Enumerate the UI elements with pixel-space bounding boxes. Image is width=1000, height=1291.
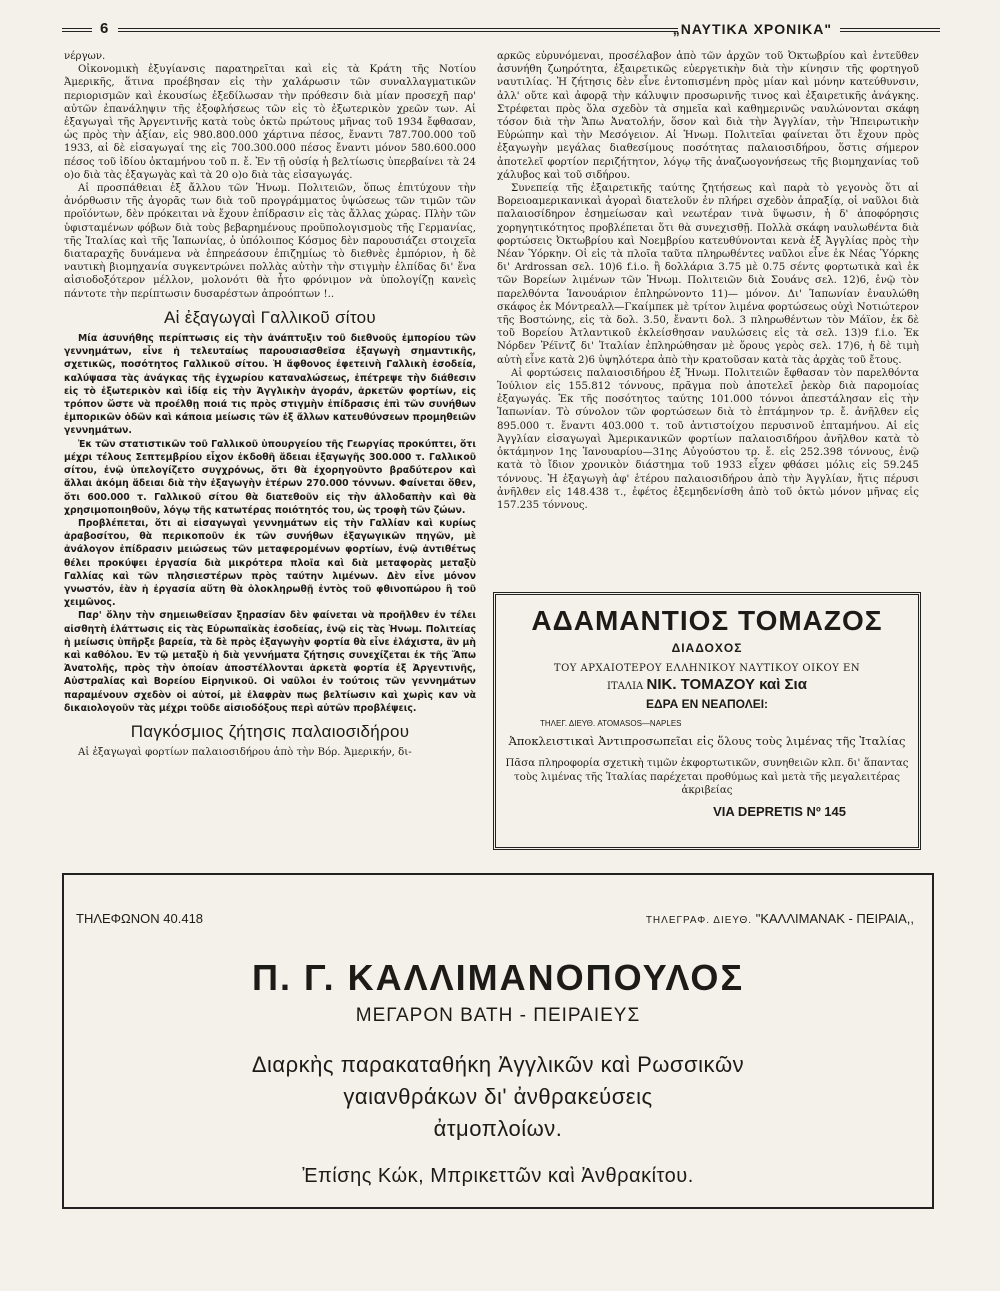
ad-telegraph: ΤΗΛΕΓ. ΔΙΕΥΘ. ATOMASOS—NAPLES xyxy=(540,719,682,728)
scrap-iron-paragraph: Αἱ ἐξαγωγαὶ φορτίων παλαιοσιδήρου ἀπὸ τὴν Βόρ. Ἀμερικήν, δι- xyxy=(78,747,412,759)
header-rule-middle xyxy=(118,28,678,32)
ad-seat: ΕΔΡΑ ΕΝ ΝΕΑΠΟΛΕΙ: xyxy=(645,697,769,711)
ad-merchant-name: Π. Γ. ΚΑΛΛΙΜΑΝΟΠΟΥΛΟΣ xyxy=(251,957,745,998)
ad-offer-line: γαιανθράκων δι' ἀνθρακεύσεις xyxy=(343,1084,653,1109)
section-title-french-wheat: Αἱ ἐξαγωγαὶ Γαλλικοῦ σίτου xyxy=(163,307,377,327)
ad-offer-line: ἀτμοπλοίων. xyxy=(433,1116,563,1141)
article-paragraph: Παρ' ὅλην τὴν σημειωθεῖσαν ξηρασίαν δὲν φαίνεται νὰ προῆλθεν ἐν τέλει αἰσθητὴ ἐλάττωσις εἰς τὰς Εὐρωπαϊκὰς ἐσοδείας, ἐνῷ εἰς τὰς Ἡνωμ. Πολιτείας ἡ μείωσις ὑπῆρξε βαρεία, τὰ δὲ πρὸς ἐξαγωγὴν φορτία θὰ εἶνε ἐλάχιστα, ἂν μὴ καὶ καθόλου. Ἐν τῷ μεταξὺ ἡ διὰ γεννήματα ζήτησις συνεχίζεται ἐκ τῆς Ἄπω Ἀνατολῆς, πρὸς τὴν ὁποίαν ἀποστέλλονται ἀρκετὰ φορτία ἐξ Ἀργεντινῆς, Αὐστραλίας καὶ Βορείου Εἰρηνικοῦ. Οἱ ναῦλοι ἐν τούτοις τῶν γεννημάτων παραμένουν σχεδὸν οἱ αὐτοί, μὲ ἐλαφρὰν πως βελτίωσιν καὶ χωρὶς καν νὰ δικαιολογοῦν τὰς μέχρι τοῦδε αἰσιοδόξους περὶ αὐτῶν προβλέψεις. xyxy=(64,610,476,714)
article-paragraph: Αἱ φορτώσεις παλαιοσιδήρου ἐξ Ἡνωμ. Πολιτειῶν ἔφθασαν τὸν παρελθόντα Ἰούλιον εἰς 155.812 τόννους, πρᾶγμα ποὺ ἀποτελεῖ ῥεκὸρ διὰ παρομοίας ἐξαγωγάς. Ἐκ τῆς ποσότητος ταύτης 101.000 τόννοι ἀπεστάλησαν εἰς τὴν Ἰαπωνίαν. Τὸ σύνολον τῶν φορτώσεων διὰ τὸ ἑπτάμηνον τρ. ἔ. ἀνῆλθεν εἰς 895.000 τ. ἔναντι 403.000 τ. τοῦ ἀντιστοίχου περυσινοῦ ἑπταμήνου. Αἱ εἰς Ἀγγλίαν εἰσαγωγαὶ Ἀμερικανικῶν φορτίων παλαιοσιδήρου ἀνῆλθον κατὰ τὸ ὀκτάμηνον 1ης Ἰανουαρίου—31ης Αὐγούστου τρ. ἔ. εἰς 252.398 τόννους, ἐνῷ κατὰ τὸ ἴδιον χρονικὸν διάστημα τοῦ 1933 εἶχεν φθάσει μόλις εἰς 59.245 τόννους. Ἡ ἐξαγωγὴ ἀφ' ἑτέρου παλαιοσιδήρου ἀπὸ τὴν Ἀγγλίαν, ἥτις πέρυσι ἀνῆλθεν εἰς 148.438 τ., ἐφέτος ἐξεμηδενίσθη ἀπὸ τοῦ ὀκτὼ μόνον μῆνας εἰς 157.235 τόννους. xyxy=(497,367,919,511)
ad-tagline-1: ΤΟΥ ΑΡΧΑΙΟΤΕΡΟΥ ΕΛΛΗΝΙΚΟΥ ΝΑΥΤΙΚΟΥ ΟΙΚΟΥ ΕΝ xyxy=(553,663,861,674)
ad-building: ΜΕΓΑΡΟΝ ΒΑΤΗ - ΠΕΙΡΑΙΕΥΣ xyxy=(355,1005,641,1026)
ad-offer-line: Διαρκὴς παρακαταθήκη Ἀγγλικῶν καὶ Ρωσσικῶν xyxy=(251,1052,745,1077)
ad-address: VIA DEPRETIS Nº 145 xyxy=(713,803,846,819)
ad-country: ΙΤΑΛΙΑ xyxy=(607,681,644,692)
ad-founder-name: ΝΙΚ. ΤΟΜΑΖΟΥ καὶ Σια xyxy=(646,676,807,693)
ad-tagline-2 xyxy=(496,676,918,693)
ad-main-offer xyxy=(64,1049,932,1145)
header-rule-right xyxy=(840,28,940,32)
ad-info-text: Πᾶσα πληροφορία σχετικὴ τιμῶν ἐκφορτωτικῶν, συνηθειῶν κλπ. δι' ἅπαντας τοὺς λιμένας τῆς Ἰταλίας παρέχεται προθύμως καὶ μετὰ τῆς μεγαλειτέρας ἀκριβείας xyxy=(505,758,909,796)
page-number: 6 xyxy=(100,20,109,37)
article-paragraph: αρκῶς εὑρυνόμεναι, προσέλαβον ἀπὸ τῶν ἀρχῶν τοῦ Ὀκτωβρίου καὶ ἐντεῦθεν ἀσυνήθη ζωηρότητα, ἐξαιρετικῶς εὐεργετικὴν διὰ τὴν κίνησιν τῆς φορτηγοῦ ναυτιλίας. Ἡ ζήτησις δὲν εἶνε ἐντοπισμένη πρὸς μίαν καὶ μόνην κατεύθυνσιν, ἀλλ' οὔτε καὶ ἀφορᾷ τὴν κάλυψιν προσωρινῆς τινος καὶ ἐξαιρετικῆς ἀνάγκης. Στρέφεται πρὸς ὅλα σχεδὸν τὰ σημεῖα καὶ καθημερινῶς ναυλώνονται σκάφη τόσον διὰ τὴν Ἄπω Ἀνατολήν, ὅσον καὶ διὰ τὴν Ἀγγλίαν, τὴν Ἠπειρωτικὴν Εὐρώπην καὶ τὴν Μεσόγειον. Αἱ Ἡνωμ. Πολιτεῖαι φαίνεται ὅτι ἔχουν πρὸς ἐξαγωγὴν μεγάλας διαθεσίμους ποσότητας παλαιοσιδήρου, ὅστις σήμερον ἀποτελεῖ φορτίον περιζήτητον, λόγῳ τῆς ἀναζωογονήσεως τῆς βιομηχανίας τοῦ χάλυβος καὶ τοῦ σιδήρου. xyxy=(497,51,919,181)
article-paragraph: Συνεπείᾳ τῆς ἐξαιρετικῆς ταύτης ζητήσεως καὶ παρὰ τὸ γεγονὸς ὅτι αἱ Βορειοαμερικανικαὶ ἀγοραὶ διατελοῦν ἐν πλήρει σχεδὸν ἀπραξίᾳ, οἱ ναῦλοι διὰ παλαιοσίδηρον ἐσημείωσαν καὶ νεωτέραν τινὰ ὕψωσιν, ἡ δ' ἀποφόρησις χορηγητικότητος προβλέπεται ὅτι θὰ συνεχισθῇ. Πολλὰ σκάφη ναυλωθέντα διὰ φορτώσεις Ὀκτωβρίου καὶ Νοεμβρίου κατευθύνονται κενὰ ἐξ Ἀγγλίας πρὸς τὴν Νέαν Ὑόρκην. Οἱ εἰς τὰ πλοῖα ταῦτα πληρωθέντες ναῦλοι εἶνε ἐκ Νέας Ὑόρκης δι' Ardrossan σελ. 10)6 f.i.o. ἢ δολλάρια 3.75 μὲ 0.75 σέντς φορτωτικὰ καὶ ἐκ τῶν Βορείων λιμένων τῶν Ἡνωμ. Πολιτειῶν διὰ Σουάνς σελ. 12)6, ἐνῷ τὸν παρελθόντα Ἰανουάριον ἐπληρώνοντο 11)— μόνον. Δι' Ἰαπωνίαν ἐναυλώθη σκάφος ἐκ Μόντρεαλλ—Γκαίμπεκ μὲ τρίτον λιμένα φορτώσεως οὐχὶ Νοτιώτερον τῆς Βοστώνης, εἰς τὰ δολ. 3.50, ἔναντι δολ. 3 πληρωθέντων τὸν Μάϊον, ἐκ δὲ τοῦ Βορείου Ἀτλαντικοῦ ἐκλείσθησαν ναυλώσεις εἰς τὰ σελ. 13)9 f.i.o. Ἐκ Νόρδεν Ῥέϊντζ δι' Ἰταλίαν ἐπληρώθησαν μὲ ὅρους γερὸς σελ. 17)6, ἡ δὲ τιμὴ αὐτὴ εἶνε κατὰ 2)6 ὑψηλότερα ἀπὸ τὴν κρατοῦσαν κατὰ τὰς ἀρχὰς τοῦ ἔτους. xyxy=(497,183,919,366)
ad-telegraph-label: ΤΗΛΕΓΡΑΦ. ΔΙΕΥΘ. xyxy=(645,915,753,926)
ad-successor-label: ΔΙΑΔΟΧΟΣ xyxy=(671,641,743,655)
left-column xyxy=(64,50,476,759)
right-column xyxy=(497,50,919,512)
ad-also-offer: Ἐπίσης Κώκ, Μπρικεττῶν καὶ Ἀνθρακίτου. xyxy=(302,1165,694,1187)
tomazos-advertisement xyxy=(493,592,921,850)
intro-paragraph-2: Αἱ προσπάθειαι ἐξ ἄλλου τῶν Ἡνωμ. Πολιτειῶν, ὅπως ἐπιτύχουν τὴν ἀνόρθωσιν τῆς ἀγορᾶς των διὰ τοῦ προγράμματος ὑψώσεως τῶν τιμῶν τῶν προϊόντων, δὲν πρόκειται νὰ ἔχουν ἐπίδρασιν εἰς τὰς ἄλλας χώρας. Πλὴν τῶν ὑφισταμένων φόβων διὰ τοὺς βεβαρημένους προϋπολογισμοὺς τῆς Γερμανίας, τῆς Ἰταλίας καὶ τῆς Ἰαπωνίας, ὁ ὑπόλοιπος Κόσμος δὲν παρουσιάζει στοιχεῖα διαταραχῆς δυνάμενα νὰ ἐπηρεάσουν ἐπιζημίως τὸ διεθνὲς ἐμπόριον, ἡ δὲ ναυτικὴ βιομηχανία συγκεντρώνει πολλὰς αὐτὴν τὴν στιγμὴν ἐλπίδας δι' ἕνα αἰσιοδοξότερον μέλλον, μολονότι θὰ ἦτο φρόνιμον νὰ ὑπολογίζῃ κανεὶς πάντοτε τὴν περίπτωσιν δυσαρέστων ἀπροόπτων !.. xyxy=(64,183,476,300)
ad-phone: ΤΗΛΕΦΩΝΟΝ 40.418 xyxy=(76,911,204,926)
page-header xyxy=(62,14,940,44)
journal-title: „ΝΑΥΤΙΚΑ ΧΡΟΝΙΚΑ" xyxy=(672,21,832,37)
header-rule-left xyxy=(62,28,92,32)
intro-paragraph-1: Οἰκονομικὴ ἐξυγίανσις παρατηρεῖται καὶ εἰς τὰ Κράτη τῆς Νοτίου Ἀμερικῆς, ἅτινα προέβησαν εἰς τὴν χαλάρωσιν τῶν συναλλαγματικῶν περιορισμῶν καὶ ἑκουσίως ἐξεδίλωσαν τὴν πρόθεσιν διὰ μίαν προσεχῆ παρ' αὐτῶν ἐπανάληψιν τῆς ἐξοφλήσεως τῶν εἰς τὸ ἐξωτερικὸν χρεῶν των. Αἱ ἐξαγωγαὶ τῆς Ἀργεντινῆς κατὰ τοὺς ὀκτὼ πρώτους μῆνας τοῦ 1934 ἔφθασαν, ὡς πρὸς τὴν ἀξίαν, εἰς 980.800.000 χάρτινα πέσος, ἔναντι 787.700.000 τοῦ 1933, αἱ δὲ εἰσαγωγαί της εἰς 700.300.000 πέσος ἔναντι μόνον 580.600.000 πέσος τοῦ ἰδίου ὀκταμήνου τοῦ π. ἔ. Ἐν τῇ οὐσίᾳ ἡ βελτίωσις ὑπερβαίνει τὰ 24 ο)ο διὰ τὰς ἐξαγωγὰς καὶ τὰ 20 ο)ο διὰ τὰς εἰσαγωγάς. xyxy=(64,64,476,181)
ad-telegraph-value: "ΚΑΛΛΙΜΑΝΑΚ - ΠΕΙΡΑΙΑ,, xyxy=(755,911,914,926)
intro-paragraph-0: νέργων. xyxy=(64,51,106,62)
ad-company-name: ΑΔΑΜΑΝΤΙΟΣ ΤΟΜΑΖΟΣ xyxy=(531,605,883,636)
article-paragraph: Μία ἀσυνήθης περίπτωσις εἰς τὴν ἀνάπτυξιν τοῦ διεθνοῦς ἐμπορίου τῶν γεννημάτων, εἶνε ἡ τελευταίως παρουσιασθεῖσα ἐξαγωγὴ σημαντικῆς, σχετικῶς, ποσότητος Γαλλικοῦ σίτου. Ἡ ἄφθονος ἐφετεινὴ Γαλλικὴ ἐσοδεία, καλύψασα τὰς ἀνάγκας τῆς ἐγχωρίου καταναλώσεως, ἐπέτρεψε τὴν διάθεσιν εἰς τὸ ἐξωτερικὸν καὶ ἰδίᾳ εἰς τὴν Ἀγγλικὴν ἀγοράν, ἀρκετῶν φορτίων, εἰς τρόπον ὥστε νὰ προέλθῃ ποιά τις πρὸς στιγμὴν ἐπίδρασις ἐπὶ τῶν συνήθων ἐμπορικῶν ὁδῶν καὶ κάποια μείωσις τῶν ἐξ ἄλλων κατευθύνσεων προμηθειῶν γεννημάτων. xyxy=(64,333,476,437)
ad-exclusive-agencies: Ἀποκλειστικαὶ Ἀντιπροσωπεῖαι εἰς ὅλους τοὺς λιμένας τῆς Ἰταλίας xyxy=(508,734,906,748)
article-paragraph: Ἐκ τῶν στατιστικῶν τοῦ Γαλλικοῦ ὑπουργείου τῆς Γεωργίας προκύπτει, ὅτι μέχρι τέλους Σεπτεμβρίου εἶχον ἐκδοθῆ ἄδειαι ἐξαγωγῆς 300.000 τ. Γαλλικοῦ σίτου, ἐνῷ ὑπελογίζετο συγχρόνως, ὅτι θὰ ἐχορηγοῦντο βραδύτερον καὶ ἄλλαι ἀκόμη ἄδειαι διὰ τὴν ἐξαγωγὴν ἑτέρων 270.000 τόννων. Φαίνεται ὅθεν, ὅτι 600.000 τ. Γαλλικοῦ σίτου θὰ διατεθοῦν εἰς τὴν ἀλλοδαπὴν καὶ θὰ χρησιμοποιηθοῦν, λόγῳ τῆς κατωτέρας ποιότητός του, ὡς τροφὴ τῶν ζώων. xyxy=(64,438,476,516)
article-paragraph: Προβλέπεται, ὅτι αἱ εἰσαγωγαὶ γεννημάτων εἰς τὴν Γαλλίαν καὶ κυρίως ἀραβοσίτου, θὰ περικοποῦν ἐκ τῶν συνήθων ἐξαγωγικῶν πηγῶν, μὲ ἀνάλογον ἐπίδρασιν μειώσεως τῶν μεταφερομένων φορτίων, ἐνῷ ἀντιθέτως θέλει προκύψει ἐργασία διὰ μικρότερα πλοῖα καὶ διὰ μεταφορὰς μεταξὺ Γαλλίας καὶ τῶν πλησιεστέρων πρὸς ταύτην λιμένων. Δὲν εἶνε μόνον γνωστόν, ἐὰν ἡ ἐργασία αὕτη θὰ ὁλοκληρωθῇ ἐντὸς τοῦ φθινοπώρου ἢ τοῦ χειμῶνος. xyxy=(64,517,476,609)
kallimanopoulos-advertisement xyxy=(62,873,934,1209)
section-title-scrap-iron: Παγκόσμιος ζήτησις παλαιοσιδήρου xyxy=(130,721,410,741)
ad-telegraph-address xyxy=(646,911,914,926)
section-body-french-wheat xyxy=(64,332,476,715)
